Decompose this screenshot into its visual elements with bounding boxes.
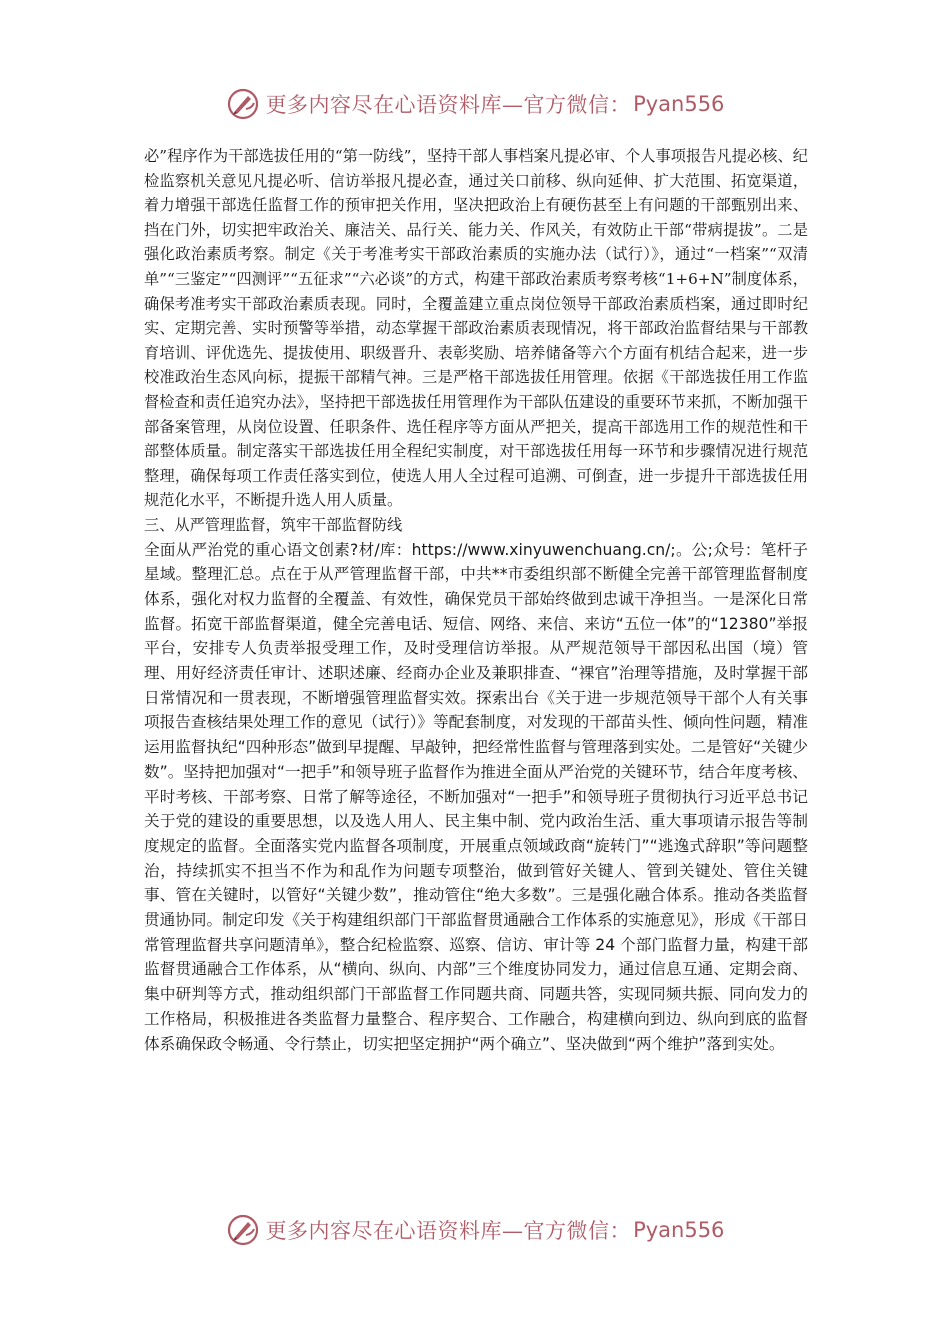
header-banner-id: Pyan556	[633, 92, 725, 116]
pen-logo-icon	[226, 1213, 260, 1247]
section-heading-3: 三、从严管理监督，筑牢干部监督防线	[144, 515, 403, 534]
paragraph-1: 必”程序作为干部选拔任用的“第一防线”，坚持干部人事档案凡提必审、个人事项报告凡提必核、纪检监察机关意见凡提必听、信访举报凡提必查，通过关口前移、纵向延伸、扩大范围、拓宽渠道，着力增强干部选任监督工作的预审把关作用，坚决把政治上有硬伤甚至上有问题的干部甄别出来、挡在门外，切实把牢政治关、廉洁关、品行关、能力关、作风关，有效防止干部“带病提拔”。二是强化政治素质考察。制定《关于考准考实干部政治素质的实施办法（试行）》，通过“一档案”“双清单”“三鉴定”“四测评”“五征求”“六必谈”的方式，构建干部政治素质考察考核“1+6+N”制度体系，确保考准考实干部政治素质表现。同时，全覆盖建立重点岗位领导干部政治素质档案，通过即时纪实、定期完善、实时预警等举措，动态掌握干部政治素质表现情况，将干部政治监督结果与干部教育培训、评优选先、提拔使用、职级晋升、表彰奖励、培养储备等六个方面有机结合起来，进一步校准政治生态风向标，提振干部精气神。三是严格干部选拔任用管理。依据《干部选拔任用工作监督检查和责任追究办法》，坚持把干部选拔任用管理作为干部队伍建设的重要环节来抓，不断加强干部备案管理，从岗位设置、任职条件、选任程序等方面从严把关，提高干部选用工作的规范性和干部整体质量。制定落实干部选拔任用全程纪实制度，对干部选拔任用每一环节和步骤情况进行规范整理，确保每项工作责任落实到位，使选人用人全过程可追溯、可倒查，进一步提升干部选拔任用规范化水平，不断提升选人用人质量。	[144, 147, 808, 510]
paragraph-2: 全面从严治党的重心语文创素?材/库：https://www.xinyuwenchuang.cn/;。公;众号：笔杆子星域。整理汇总。点在于从严管理监督干部，中共**市委组织部不断健全完善干部管理监督制度体系，强化对权力监督的全覆盖、有效性，确保党员干部始终做到忠诚干净担当。一是深化日常监督。拓宽干部监督渠道，健全完善电话、短信、网络、来信、来访“五位一体”的“12380”举报平台，安排专人负责举报受理工作，及时受理信访举报。从严规范领导干部因私出国（境）管理、用好经济责任审计、述职述廉、经商办企业及兼职排查、“裸官”治理等措施，及时掌握干部日常情况和一贯表现，不断增强管理监督实效。探索出台《关于进一步规范领导干部个人有关事项报告查核结果处理工作的意见（试行）》等配套制度，对发现的干部苗头性、倾向性问题，精准运用监督执纪“四种形态”做到早提醒、早敲钟，把经常性监督与管理落到实处。二是管好“关键少数”。坚持把加强对“一把手”和领导班子监督作为推进全面从严治党的关键环节，结合年度考核、平时考核、干部考察、日常了解等途径，不断加强对“一把手”和领导班子贯彻执行习近平总书记关于党的建设的重要思想，以及选人用人、民主集中制、党内政治生活、重大事项请示报告等制度规定的监督。全面落实党内监督各项制度，开展重点领域政商“旋转门”“逃逸式辞职”等问题整治，持续抓实不担当不作为和乱作为问题专项整治，做到管好关键人、管到关键处、管住关键事、管在关键时，以管好“关键少数”，推动管住“绝大多数”。三是强化融合体系。推动各类监督贯通协同。制定印发《关于构建组织部门干部监督贯通融合工作体系的实施意见》，形成《干部日常管理监督共享问题清单》，整合纪检监察、巡察、信访、审计等 24 个部门监督力量，构建干部监督贯通融合工作体系，从“横向、纵向、内部”三个维度协同发力，通过信息互通、定期会商、集中研判等方式，推动组织部门干部监督工作同题共商、同题共答，实现同频共振、同向发力的工作格局，积极推进各类监督力量整合、程序契合、工作融合，构建横向到边、纵向到底的监督体系确保政令畅通、令行禁止，切实把坚定拥护“两个确立”、坚决做到“两个维护”落到实处。	[144, 540, 808, 1053]
header-banner-text: 更多内容尽在心语资料库—官方微信：	[265, 93, 632, 117]
footer-banner	[0, 1210, 950, 1250]
document-body	[144, 144, 808, 1056]
footer-banner-id: Pyan556	[633, 1218, 725, 1242]
header-banner	[0, 84, 950, 124]
pen-logo-icon	[226, 87, 260, 121]
footer-banner-text: 更多内容尽在心语资料库—官方微信：	[265, 1219, 632, 1243]
